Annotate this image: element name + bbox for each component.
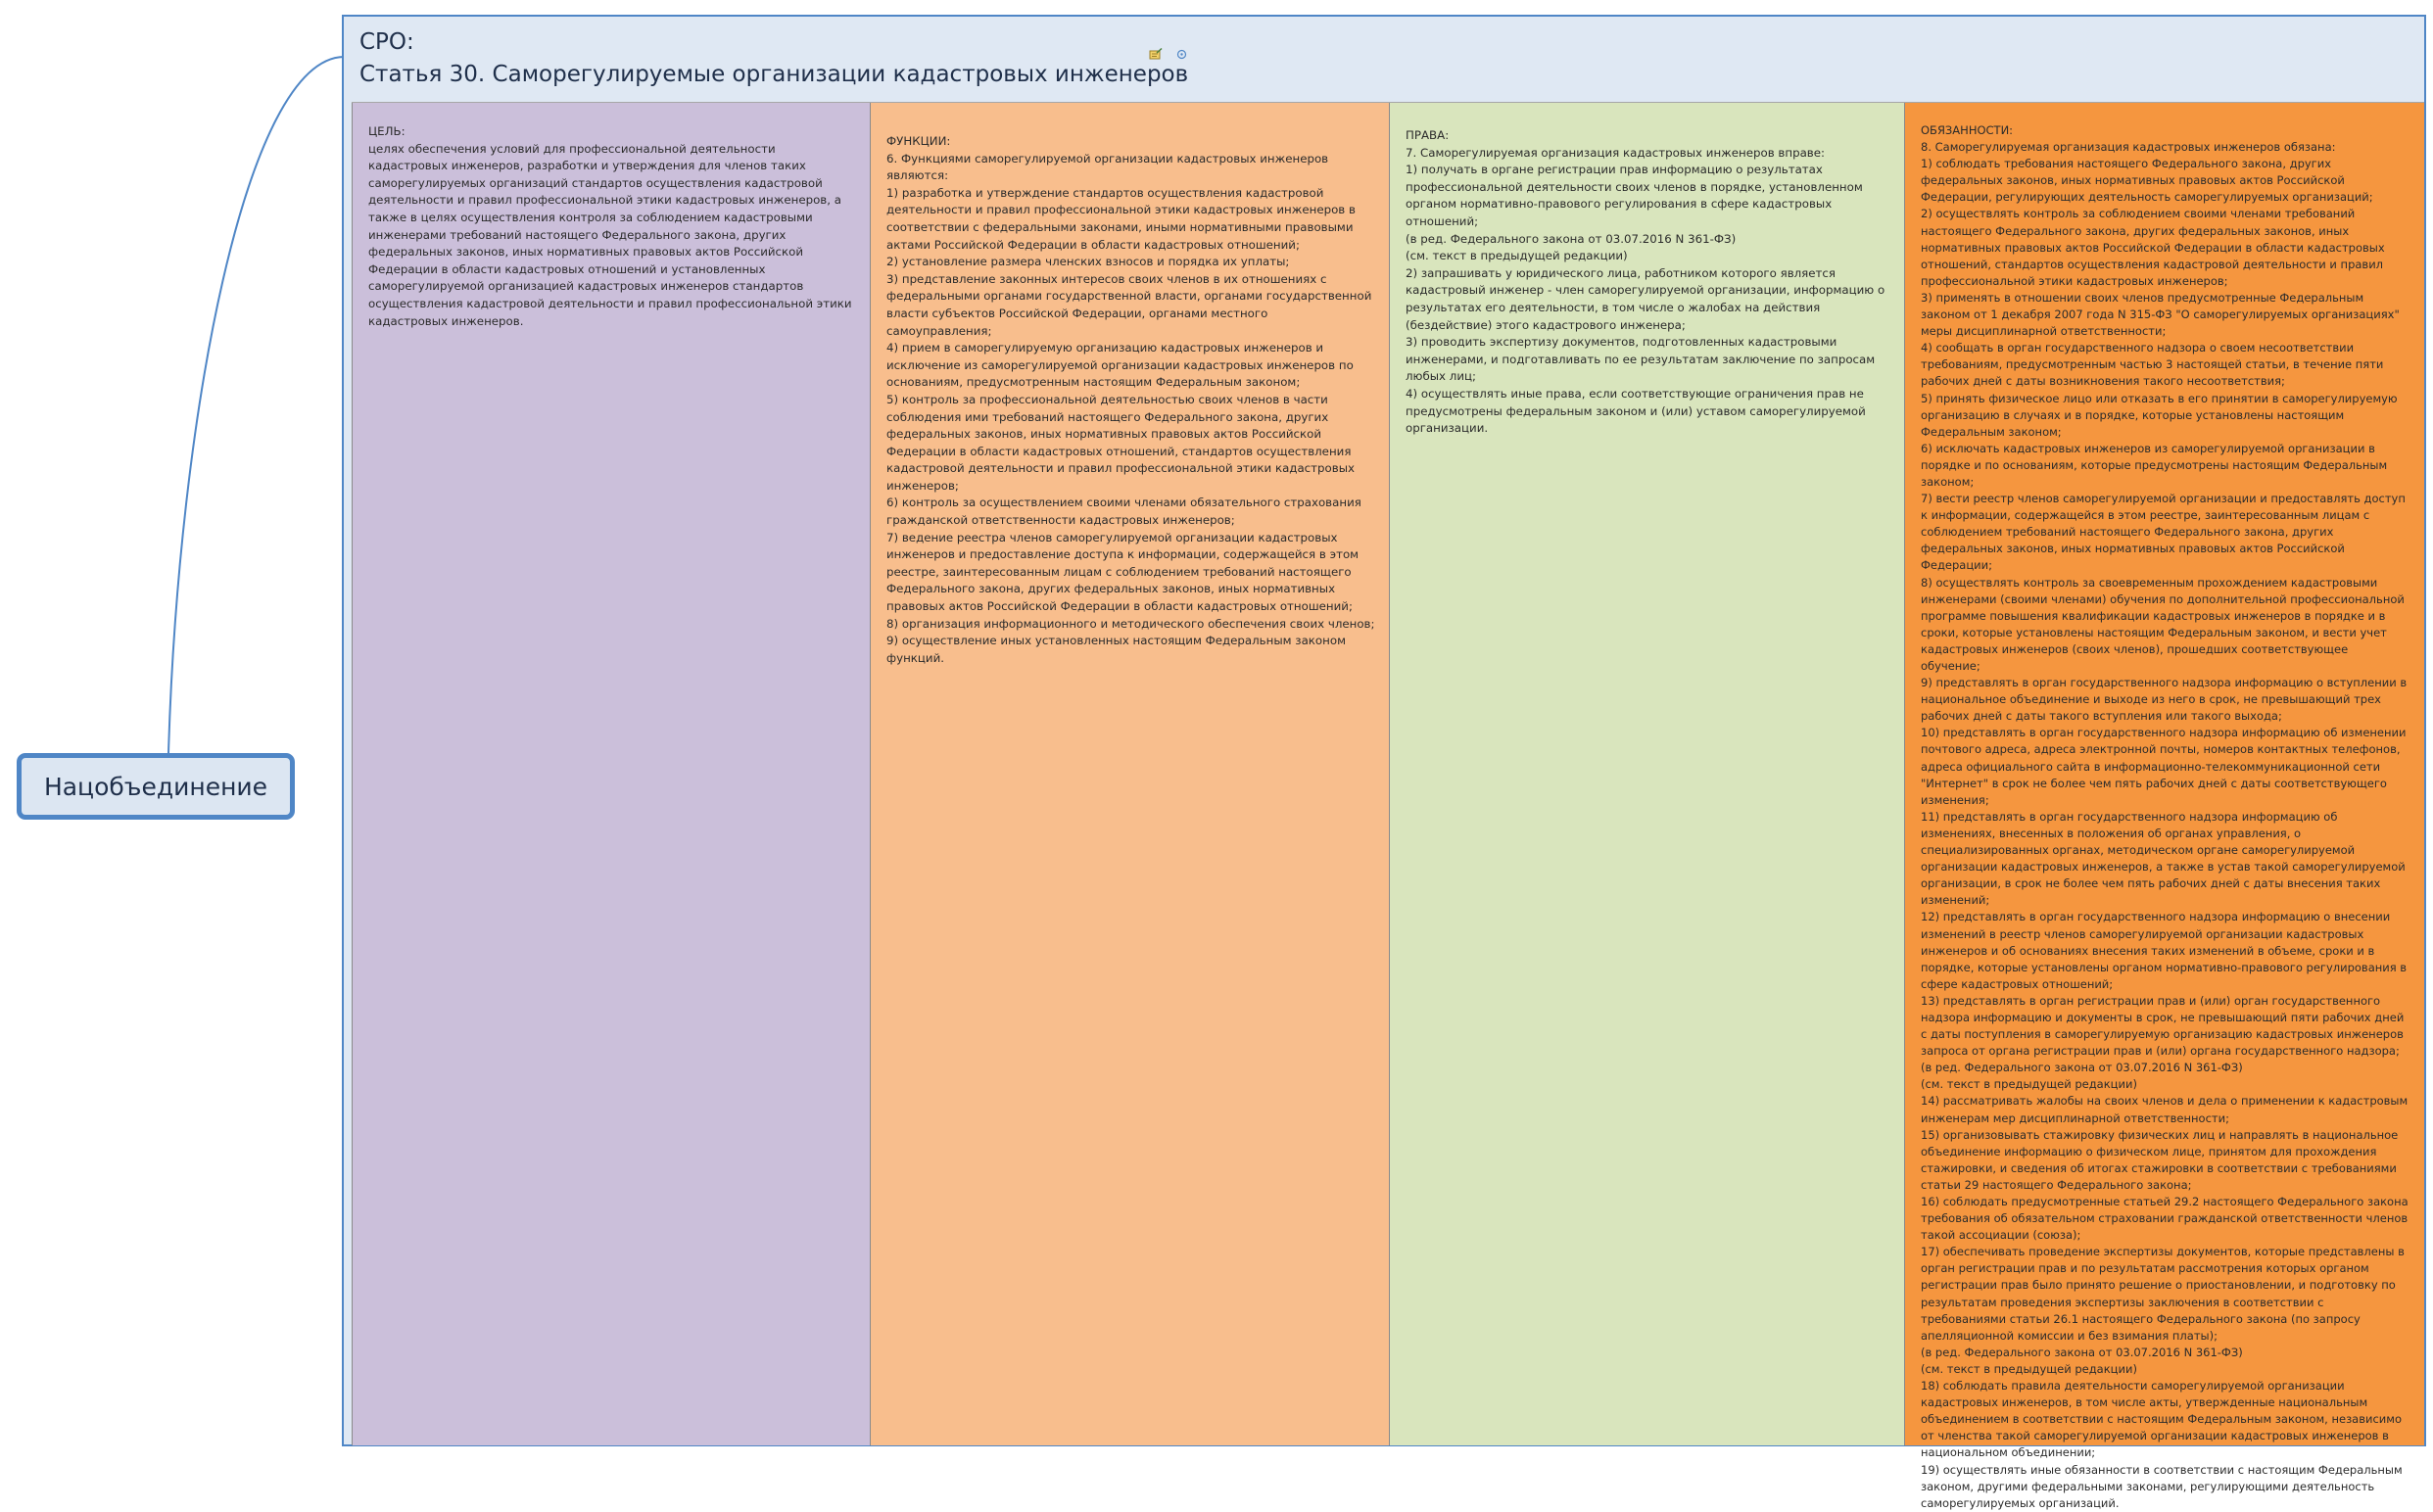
parent-topic-node[interactable] <box>17 753 295 820</box>
duties-column[interactable]: ОБЯЗАННОСТИ: 8. Саморегулируемая организация кадастровых инженеров обязана: 1) соблюдать требования настоящего Федерального закона, других федеральных законов, иных нормативных правовых актов Российской Федерации, регулирующих деятельность саморегулируемых организаций; 2) осуществлять контроль за соблюдением своими членами требований настоящего Федерального закона, других федеральных законов, иных нормативных правовых актов Российской Федерации в области кадастровых отношений, стандартов осуществления кадастровой деятельности и правил профессиональной этики кадастровых инженеров; 3) применять в отношении своих членов предусмотренные Федеральным законом от 1 декабря 2007 года N 315-ФЗ "О саморегулируемых организациях" меры дисциплинарной ответственности; 4) сообщать в орган государственного надзора о своем несоответствии требованиям, предусмотренным частью 3 настоящей статьи, в течение пяти рабочих дней с даты возникновения такого несоответствия; 5) принять физическое лицо или отказать в его принятии в саморегулируемую организацию в случаях и в порядке, которые установлены настоящим Федеральным законом; 6) исключать кадастровых инженеров из саморегулируемой организации в порядке и по основаниям, которые предусмотрены настоящим Федеральным законом; 7) вести реестр членов саморегулируемой организации и предоставлять доступ к информации, содержащейся в этом реестре, заинтересованным лицам с соблюдением требований настоящего Федерального закона, других федеральных законов, иных нормативных правовых актов Российской Федерации; 8) осуществлять контроль за своевременным прохождением кадастровыми инженерами (своими членами) обучения по дополнительной профессиональной программе повышения квалификации кадастровых инженеров в порядке и в сроки, которые установлены настоящим Федеральным законом, и вести учет кадастровых инженеров (своих членов), прошедших соответствующее обучение; 9) представлять в орган государственного надзора информацию о вступлении в национальное объединение и выходе из него в срок, не превышающий трех рабочих дней с даты такого вступления или такого выхода; 10) представлять в орган государственного надзора информацию об изменении почтового адреса, адреса электронной почты, номеров контактных телефонов, адреса официального сайта в информационно-телекоммуникационной сети "Интернет" в срок не более чем пять рабочих дней с даты соответствующего изменения; 11) представлять в орган государственного надзора информацию об изменениях, внесенных в положения об органах управления, о специализированных органах, методическом органе саморегулируемой организации кадастровых инженеров, а также в устав такой саморегулируемой организации, в срок не более чем пять рабочих дней с даты внесения таких изменений; 12) представлять в орган государственного надзора информацию о внесении изменений в реестр членов саморегулируемой организации кадастровых инженеров и об основаниях внесения таких изменений в объеме, сроки и в порядке, которые установлены органом нормативно-правового регулирования в сфере кадастровых отношений; 13) представлять в орган регистрации прав и (или) орган государственного надзора информацию и документы в срок, не превышающий пяти рабочих дней с даты поступления в саморегулируемую организацию кадастровых инженеров запроса от органа регистрации прав и (или) органа государственного надзора; (в ред. Федерального закона от 03.07.2016 N 361-ФЗ) (см. текст в предыдущей редакции) 14) рассматривать жалобы на своих членов и дела о применении к кадастровым инженерам мер дисциплинарной ответственности; 15) организовывать стажировку физических лиц и направлять в национальное объединение информацию о физическом лице, принятом для прохождения стажировки, и сведения об итогах стажировки в соответствии с требованиями статьи 29 настоящего Федерального закона; 16) соблюдать предусмотренные статьей 29.2 настоящего Федерального закона требования об обязательном страховании гражданской ответственности членов такой ассоциации (союза); 17) обеспечивать проведение экспертизы документов, которые представлены в орган регистрации прав и по результатам рассмотрения которых органом регистрации прав было принято решение о приостановлении, и подготовку по результатам проведения экспертизы заключения в соответствии с требованиями статьи 26.1 настоящего Федерального закона (по запросу апелляционной комиссии и без взимания платы); (в ред. Федерального закона от 03.07.2016 N 361-ФЗ) (см. текст в предыдущей редакции) 18) соблюдать правила деятельности саморегулируемой организации кадастровых инженеров, в том числе акты, утвержденные национальным объединением в соответствии с настоящим Федеральным законом, независимо от членства такой саморегулируемой организации кадастровых инженеров в национальном объединении; 19) осуществлять иные обязанности в соответствии с настоящим Федеральным законом, другими федеральными законами, регулирующими деятельность саморегулируемых организаций. <box>1905 103 2424 1445</box>
goal-column[interactable]: ЦЕЛЬ: целях обеспечения условий для профессиональной деятельности кадастровых инженеров, разработки и утверждения для членов таких саморегулируемых организаций стандартов осуществления кадастровой деятельности и правил профессиональной этики кадастровых инженеров, а также в целях осуществления контроля за соблюдением кадастровыми инженерами требований настоящего Федерального закона, других федеральных законов, иных нормативных правовых актов Российской Федерации в области кадастровых отношений и установленных саморегулируемой организацией кадастровых инженеров стандартов осуществления кадастровой деятельности и правил профессиональной этики кадастровых инженеров. <box>352 103 871 1445</box>
parent-topic-label: Нацобъединение <box>43 772 268 801</box>
parent-child-connector <box>168 57 344 753</box>
frame-header <box>359 26 1188 91</box>
link-icon[interactable] <box>1176 49 1187 60</box>
frame-title-line2: Статья 30. Саморегулируемые организации кадастровых инженеров <box>359 62 1189 87</box>
note-icon[interactable] <box>1149 48 1163 60</box>
rights-column[interactable]: ПРАВА: 7. Саморегулируемая организация кадастровых инженеров вправе: 1) получать в органе регистрации прав информацию о результатах профессиональной деятельности своих членов в порядке, установленном органом нормативно-правового регулирования в сфере кадастровых отношений; (в ред. Федерального закона от 03.07.2016 N 361-ФЗ) (см. текст в предыдущей редакции) 2) запрашивать у юридического лица, работником которого является кадастровый инженер - член саморегулируемой организации, информацию о результатах его деятельности, в том числе о жалобах на действия (бездействие) этого кадастрового инженера; 3) проводить экспертизу документов, подготовленных кадастровыми инженерами, и подготавливать по ее результатам заключение по запросам любых лиц; 4) осуществлять иные права, если соответствующие ограничения прав не предусмотрены федеральным законом и (или) уставом саморегулируемой организации. <box>1390 103 1905 1445</box>
columns-row <box>352 102 2424 1510</box>
sro-topic-frame[interactable] <box>342 15 2426 1510</box>
functions-column[interactable]: ФУНКЦИИ: 6. Функциями саморегулируемой организации кадастровых инженеров являются: 1) разработка и утверждение стандартов осуществления кадастровой деятельности и правил профессиональной этики кадастровых инженеров в соответствии с федеральными законами, иными нормативными правовыми актами Российской Федерации в области кадастровых отношений; 2) установление размера членских взносов и порядка их уплаты; 3) представление законных интересов своих членов в их отношениях с федеральными органами государственной власти, органами государственной власти субъектов Российской Федерации, органами местного самоуправления; 4) прием в саморегулируемую организацию кадастровых инженеров и исключение из саморегулируемой организации кадастровых инженеров по основаниям, предусмотренным настоящим Федеральным законом; 5) контроль за профессиональной деятельностью своих членов в части соблюдения ими требований настоящего Федерального закона, других федеральных законов, иных нормативных правовых актов Российской Федерации в области кадастровых отношений, стандартов осуществления кадастровой деятельности и правил профессиональной этики кадастровых инженеров; 6) контроль за осуществлением своими членами обязательного страхования гражданской ответственности кадастровых инженеров; 7) ведение реестра членов саморегулируемой организации кадастровых инженеров и предоставление доступа к информации, содержащейся в этом реестре, заинтересованным лицам с соблюдением требований настоящего Федерального закона, других федеральных законов, иных нормативных правовых актов Российской Федерации в области кадастровых отношений; 8) организация информационного и методического обеспечения своих членов; 9) осуществление иных установленных настоящим Федеральным законом функций. <box>871 103 1390 1445</box>
header-icons <box>1149 48 1187 60</box>
frame-title-line1: СРО: <box>359 29 414 55</box>
